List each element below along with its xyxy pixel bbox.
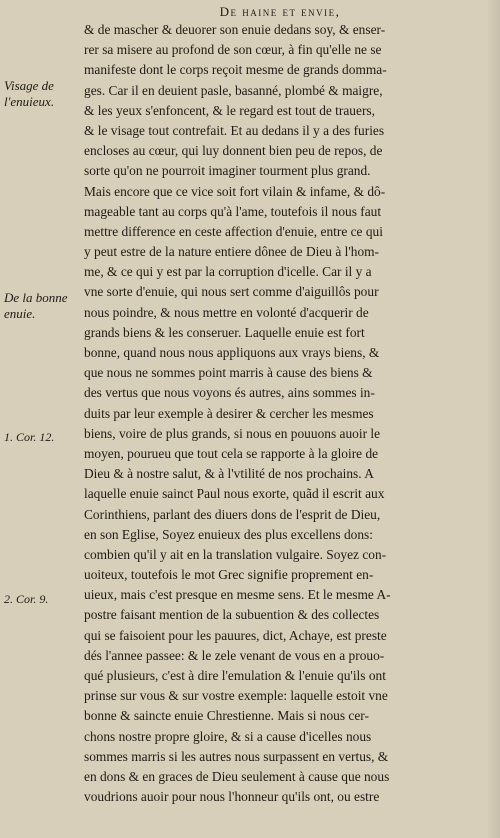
text-line: biens, voire de plus grands, si nous en pouuons auoir le xyxy=(84,425,381,441)
text-line: vne sorte d'enuie, qui nous sert comme d'aiguillôs pour xyxy=(84,284,379,300)
text-line: ges. Car il en deuient pasle, basanné, plombé & maigre, xyxy=(84,82,383,98)
margin-note-cor-11 xyxy=(4,429,80,445)
text-line: encloses au cœur, qui luy donnent bien peu de repos, de xyxy=(84,143,383,159)
text-line: & les yeux s'enfoncent, & le regard est tout de trauers, xyxy=(84,102,375,118)
margin-note-line: 1. Cor. 12. xyxy=(4,430,55,444)
text-line: grands biens & les conseruer. Laquelle enuie est fort xyxy=(84,324,365,340)
text-line: chons nostre propre gloire, & si a cause d'icelles nous xyxy=(84,728,372,744)
running-head: De haine et envie, xyxy=(219,4,341,19)
text-line: combien qu'il y ait en la translation vulgaire. Soyez con- xyxy=(84,546,387,562)
margin-note-line: enuie. xyxy=(4,306,36,321)
margin-note-line: De la bonne xyxy=(4,290,68,305)
text-line: bonne, quand nous nous appliquons aux vrays biens, & xyxy=(84,345,380,360)
text-line: en son Eglise, Soyez enuieux des plus excellens dons: xyxy=(84,526,373,542)
text-line: bonne & saincte enuie Chrestienne. Mais si nous cer- xyxy=(84,708,369,724)
margin-note-cor-9 xyxy=(4,591,80,607)
text-line: nous poindre, & nous mettre en volonté d'acquerir de xyxy=(84,304,369,320)
text-line: des vertus que nous voyons és autres, ains sommes in- xyxy=(84,385,375,401)
text-line: Mais encore que ce vice soit fort vilain & infame, & dô- xyxy=(84,183,386,199)
margin-note-line: 2. Cor. 9. xyxy=(4,592,49,606)
text-line: & le visage tout contrefait. Et au dedans il y a des furies xyxy=(84,122,385,138)
text-line: sommes marris si les autres nous surpassent en vertus, & xyxy=(84,748,389,764)
text-line: dés l'annee passee: & le zele venant de vous en a prouo- xyxy=(84,647,385,663)
text-line: & de mascher & deuorer son enuie dedans soy, & enser- xyxy=(84,22,386,37)
text-line: rer sa misere au profond de son cœur, à fin qu'elle ne se xyxy=(84,42,382,58)
text-line: Corinthiens, parlant des diuers dons de l'esprit de Dieu, xyxy=(84,506,381,522)
text-line: sorte qu'on ne pourroit imaginer tourment plus grand. xyxy=(84,163,371,179)
margin-note-line: l'enuieux. xyxy=(4,94,55,109)
text-line: qué plusieurs, c'est à dire l'emulation & l'enuie qu'ils ont xyxy=(84,668,386,683)
text-line: y peut estre de la nature entiere dônee de Dieu à l'hom- xyxy=(84,244,380,260)
text-line: voudrions auoir pour nous l'honneur qu'ils ont, ou estre xyxy=(84,789,380,805)
text-line: qui se faisoient pour les pauures, dict, Achaye, est preste xyxy=(84,627,387,643)
margin-note-visage xyxy=(4,78,80,110)
text-line: moyen, pourueu que tout cela se rapporte à la gloire de xyxy=(84,445,379,461)
text-line: manifeste dont le corps reçoit mesme de grands domma- xyxy=(84,62,387,78)
text-line: en dons & en graces de Dieu seulement à cause que nous xyxy=(84,768,390,784)
text-line: mageable tant au corps qu'à l'ame, toutefois il nous faut xyxy=(84,203,382,219)
text-line: postre faisant mention de la subuention & des collectes xyxy=(84,607,380,623)
text-line: mettre difference en ceste affection d'enuie, entre ce qui xyxy=(84,223,383,239)
text-line: que nous ne sommes point marris à cause des biens & xyxy=(84,365,373,381)
text-line: prinse sur vous & sur vostre exemple: laquelle estoit vne xyxy=(84,688,388,704)
margin-note-line: Visage de xyxy=(4,78,54,93)
text-line: duits par leur exemple à desirer & cercher les mesmes xyxy=(84,405,374,421)
margin-note-bonne-enuie xyxy=(4,290,80,322)
text-line: laquelle enuie sainct Paul nous exorte, quãd il escrit aux xyxy=(84,486,385,502)
text-line: me, & ce qui y est par la corruption d'icelle. Car il y a xyxy=(84,264,372,280)
body-text xyxy=(84,20,464,807)
text-line: uieux, mais c'est presque en mesme sens. Et le mesme A- xyxy=(84,587,391,603)
text-line: Dieu & à nostre salut, & à l'vtilité de nos prochains. A xyxy=(84,466,374,482)
text-line: uoiteux, toutefois le mot Grec signifie proprement en- xyxy=(84,567,374,583)
